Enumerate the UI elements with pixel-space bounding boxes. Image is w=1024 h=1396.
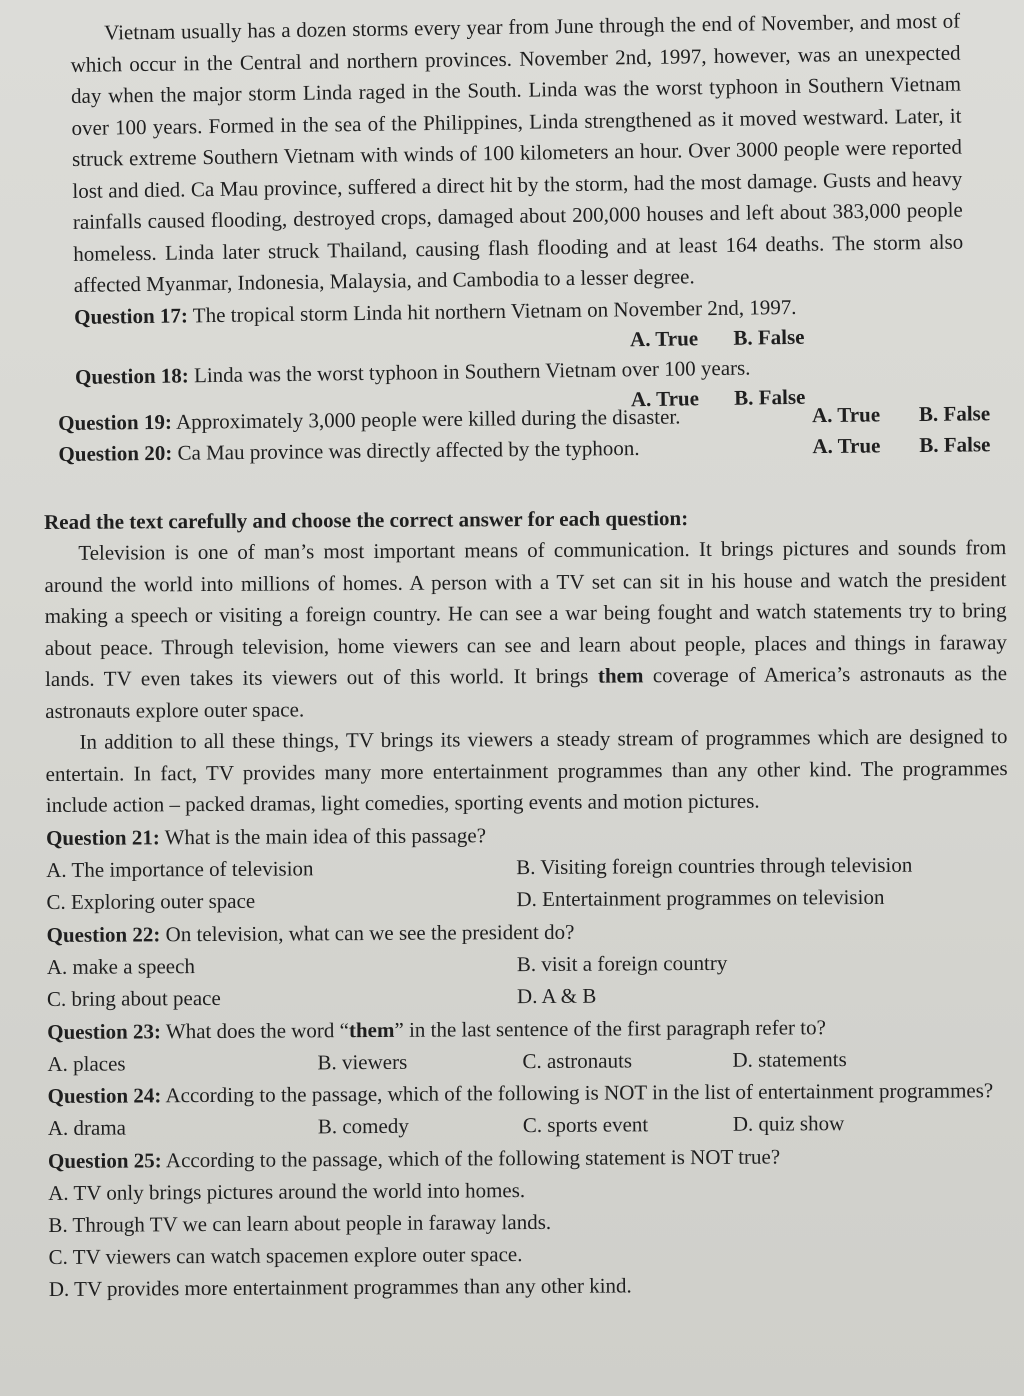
question-23-option-b[interactable]: B. viewers xyxy=(317,1049,408,1074)
question-25-option-b[interactable]: B. Through TV we can learn about people in faraway lands. xyxy=(48,1209,552,1237)
question-21-label: Question 21: xyxy=(45,824,160,850)
question-24-option-b[interactable]: B. comedy xyxy=(317,1113,409,1139)
question-25-option-c[interactable]: C. TV viewers can watch spacemen explore outer space. xyxy=(48,1241,523,1269)
question-19-text: Approximately 3,000 people were killed during the disaster. xyxy=(175,404,681,434)
question-23-text-a: What does the word “ xyxy=(165,1017,350,1043)
linda-section xyxy=(70,6,966,422)
question-22-option-d[interactable]: D. A & B xyxy=(516,983,597,1009)
question-22-option-b[interactable]: B. visit a foreign country xyxy=(516,950,728,976)
question-18-option-a[interactable]: A. True xyxy=(630,385,700,411)
question-17-label: Question 17: xyxy=(74,302,189,329)
question-25-option-a[interactable]: A. TV only brings pictures around the world into homes. xyxy=(48,1177,526,1205)
linda-passage: Vietnam usually has a dozen storms every year from June through the end of November, and most of which occur in the Central and northern provinces. November 2nd, 1997, however, was an unexpected day when the major storm Linda raged in the South. Linda was the worst typhoon in Southern Vietnam over 100 years. Formed in the sea of the Philippines, Linda strengthened as it moved westward. Later, it struck extreme Southern Vietnam with winds of 100 kilometers an hour. Over 3000 people were reported lost and died. Ca Mau province, suffered a direct hit by the storm, had the most damage. Gusts and heavy rainfalls caused flooding, destroyed crops, damaged about 200,000 houses and left about 383,000 people homeless. Linda later struck Thailand, causing flash flooding and at least 164 deaths. The storm also affected Myanmar, Indonesia, Malaysia, and Cambodia to a lesser degree. xyxy=(70,8,964,297)
section-instruction: Read the text carefully and choose the correct answer for each question: xyxy=(44,506,689,534)
question-21-text: What is the main idea of this passage? xyxy=(164,822,487,849)
question-23-option-d[interactable]: D. statements xyxy=(732,1046,847,1072)
question-21-option-c[interactable]: C. Exploring outer space xyxy=(46,888,256,914)
question-18-option-b[interactable]: B. False xyxy=(734,384,806,410)
television-paragraph-2: In addition to all these things, TV brings its viewers a steady stream of programmes which are designed to entertain. In fact, TV provides many more entertainment programmes than any other kind. The programmes include action – packed dramas, light comedies, sporting events and motion pictures. xyxy=(45,724,1008,817)
tv-para1-part-a: Television is one of man’s most important means of communication. It brings pictures and sounds from around the world into millions of homes. A person with a TV set can sit in his house and watch the president making a speech or visiting a foreign country. He can see a war being fought and watch statements try to bring about peace. Through television, home viewers can see and learn about people, places and things in faraway lands. TV even takes its viewers out of this world. It brings xyxy=(44,535,1007,691)
question-19-option-a[interactable]: A. True xyxy=(811,402,881,428)
question-25-text: According to the passage, which of the following statement is NOT true? xyxy=(165,1144,781,1172)
question-20-text: Ca Mau province was directly affected by the typhoon. xyxy=(177,435,640,465)
question-22-text: On television, what can we see the president do? xyxy=(165,919,575,946)
question-18-label: Question 18: xyxy=(74,362,189,389)
question-24 xyxy=(48,1074,1010,1112)
question-23-text-b: ” in the last sentence of the first paragraph refer to? xyxy=(394,1014,826,1042)
tv-para1-part-b: coverage of America’s astronauts as the astronauts explore outer space. xyxy=(45,661,1008,723)
question-21-options-row-2 xyxy=(46,880,1008,918)
question-23-bold-them: them xyxy=(348,1017,395,1042)
tv-para1-bold-them: them xyxy=(597,663,644,688)
question-22-option-c[interactable]: C. bring about peace xyxy=(46,985,221,1011)
question-25-option-d[interactable]: D. TV provides more entertainment programmes than any other kind. xyxy=(48,1272,632,1301)
question-23-option-a[interactable]: A. places xyxy=(47,1051,126,1076)
question-18-text: Linda was the worst typhoon in Southern Vietnam over 100 years. xyxy=(193,355,751,387)
question-24-option-c[interactable]: C. sports event xyxy=(522,1112,649,1138)
question-17-option-a[interactable]: A. True xyxy=(629,325,699,351)
question-24-option-d[interactable]: D. quiz show xyxy=(732,1111,845,1136)
question-25-label: Question 25: xyxy=(47,1147,162,1173)
question-17-option-b[interactable]: B. False xyxy=(733,324,805,350)
question-23-option-c[interactable]: C. astronauts xyxy=(522,1047,633,1073)
question-22-label: Question 22: xyxy=(46,921,161,947)
television-paragraph-1 xyxy=(44,532,1007,727)
question-23-label: Question 23: xyxy=(47,1018,162,1044)
question-21-option-a[interactable]: A. The importance of television xyxy=(46,855,314,882)
question-24-option-a[interactable]: A. drama xyxy=(47,1115,127,1140)
question-24-text: According to the passage, which of the following is NOT in the list of entertainment programmes? xyxy=(165,1078,994,1108)
question-19-label: Question 19: xyxy=(58,409,173,435)
question-17-text: The tropical storm Linda hit northern Vietnam on November 2nd, 1997. xyxy=(192,294,797,327)
question-24-label: Question 24: xyxy=(47,1083,162,1108)
question-20-option-a[interactable]: A. True xyxy=(812,433,881,459)
question-21-option-d[interactable]: D. Entertainment programmes on television xyxy=(516,884,885,912)
question-20-label: Question 20: xyxy=(58,440,173,466)
tf-questions-19-20 xyxy=(58,398,991,470)
television-section xyxy=(44,500,1011,1304)
question-19-option-b[interactable]: B. False xyxy=(918,401,991,426)
question-21-option-b[interactable]: B. Visiting foreign countries through television xyxy=(516,852,913,879)
question-22-option-a[interactable]: A. make a speech xyxy=(46,953,195,979)
question-20-option-b[interactable]: B. False xyxy=(919,432,991,457)
